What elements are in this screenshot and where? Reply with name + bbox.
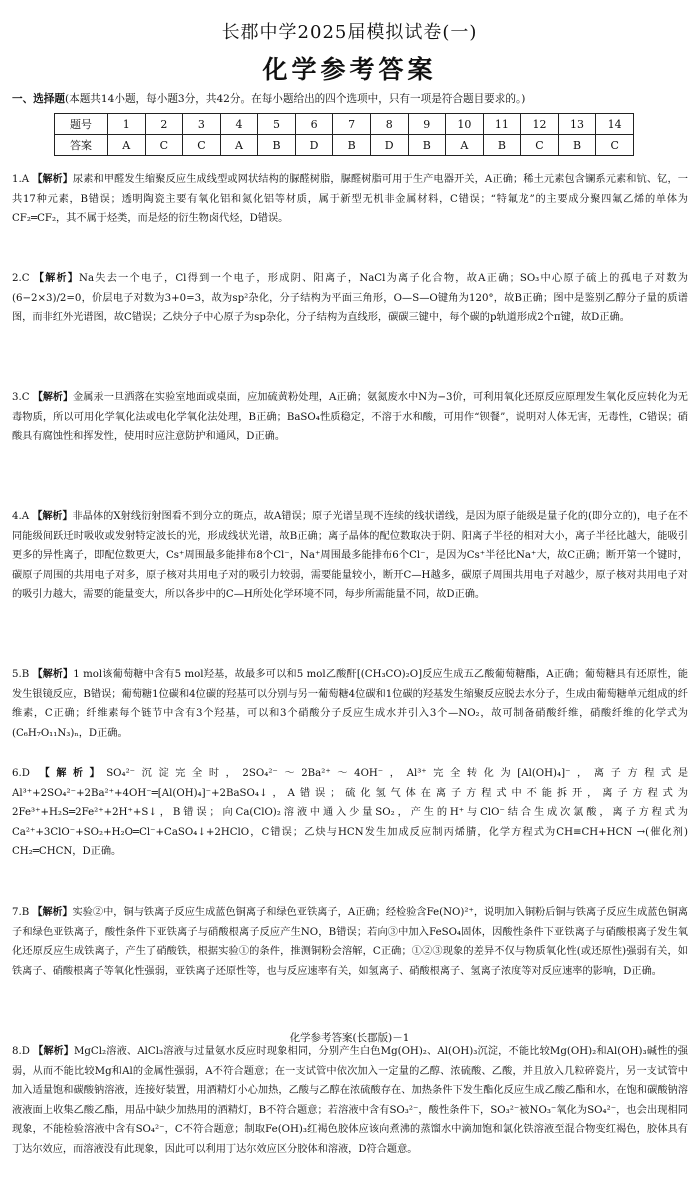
- answer-cell: A: [108, 135, 146, 156]
- analysis-tag: 【解析】: [34, 273, 80, 284]
- item-text: 非晶体的X射线衍射图看不到分立的斑点，故A错误；原子光谱呈现不连续的线状谱线，是因为原子能级是量子化的(即分立的)，电子在不同能级间跃迁时吸收或发射特定波长的光，形成线状光谱，故B正确；离子晶体的配位数取决于阴、阳离子半径的相对大小，离子半径比越大，能吸引更多的异性离子，即配位数更大，Cs⁺周围最多能排布8个Cl⁻，Na⁺周围最多能排布6个Cl⁻，是因为Cs⁺半径比Na⁺大，故C正确；断开第一个键时，碳原子周围的共用电子对多，原子核对共用电子对的吸引力较弱，需要能量较小，断开C—H越多，碳原子周围共用电子对越少，原子核对共用电子对的吸引力越大，需要的能量变大，所以各步中的C—H所处化学环境不同，每步所需能量不同，故D正确。: [12, 511, 688, 601]
- answer-cell: B: [558, 135, 596, 156]
- item-number: 8.D: [12, 1046, 30, 1057]
- analysis-tag: 【解析】: [32, 511, 73, 522]
- answer-cell: B: [408, 135, 446, 156]
- item-text: 1 mol该葡萄糖中含有5 mol羟基，故最多可以和5 mol乙酸酐[(CH₃CO)₂O]反应生成五乙酸葡萄糖酯，A正确；葡萄糖具有还原性，能发生银镜反应，B错误；葡萄糖1位碳和4位碳的羟基可以分别与另一葡萄糖4位碳和1位碳的羟基发生缩聚反应脱去水分子，生成由葡萄糖单元组成的纤维素，C正确；纤维素每个链节中含有3个羟基，可以和3个硝酸分子反应生成水并引入3个—NO₂，故可制备硝酸纤维，硝酸纤维的化学式为(C₆H₇O₁₁N₃)ₙ，D正确。: [12, 669, 688, 739]
- item-text: Na失去一个电子，Cl得到一个电子，形成阴、阳离子，NaCl为离子化合物，故A正确；SO₃中心原子硫上的孤电子对数为(6−2×3)/2=0，价层电子对数为3+0=3，故为sp²杂化，分子结构为平面三角形，O—S—O键角为120°，故B正确；图中是鉴别乙醇分子量的质谱图，而非红外光谱图，故C错误；乙炔分子中心原子为sp杂化，分子结构为直线形，碳碳三键中，每个碳的p轨道形成2个π键，故D正确。: [12, 273, 688, 324]
- answer-cell: C: [145, 135, 183, 156]
- explanation-item: [12, 269, 688, 387]
- analysis-tag: 【解析】: [39, 768, 107, 779]
- item-text: 尿素和甲醛发生缩聚反应生成线型或网状结构的脲醛树脂，脲醛树脂可用于生产电器开关，A正确；稀土元素包含镧系元素和钪、钇，一共17种元素，B错误；透明陶瓷主要有氧化铝和氮化铝等材质，属于新型无机非金属材料，C错误；“特氟龙”的主要成分聚四氟乙烯的单体为CF₂═CF₂，其不属于烃类，而是烃的衍生物卤代烃，D错误。: [12, 174, 688, 225]
- answer-cell: A: [446, 135, 484, 156]
- row-label-number: 题号: [55, 114, 108, 135]
- answer-row: [55, 135, 634, 156]
- question-number: 14: [596, 114, 634, 135]
- answer-cell: B: [333, 135, 371, 156]
- explanation-item: [12, 903, 688, 1041]
- item-number: 2.C: [12, 273, 30, 284]
- question-number: 10: [446, 114, 484, 135]
- item-text: 金属汞一旦洒落在实验室地面或桌面，应加硫黄粉处理，A正确；氨氮废水中N为−3价，可利用氧化还原反应原理发生氧化反应转化为无毒物质，所以可用化学氧化法或电化学氧化法处理，B正确；BaSO₄性质稳定，不溶于水和酸，可用作“钡餐”，说明对人体无害，无毒性，C错误；硝酸具有腐蚀性和挥发性，使用时应注意防护和通风，D正确。: [12, 392, 688, 443]
- section-instruction: (本题共14小题，每小题3分，共42分。在每小题给出的四个选项中，只有一项是符合题目要求的。): [64, 93, 526, 105]
- answer-cell: C: [596, 135, 634, 156]
- explanation-item: [12, 1042, 688, 1199]
- question-number-row: [55, 114, 634, 135]
- page-footer: 化学参考答案(长郡版)－1: [289, 1032, 410, 1044]
- analysis-tag: 【解析】: [33, 1046, 74, 1057]
- section-label: 一、选择题: [12, 93, 65, 105]
- analysis-tag: 【解析】: [32, 907, 73, 918]
- answer-cell: B: [258, 135, 296, 156]
- item-number: 4.A: [12, 511, 30, 522]
- item-number: 3.C: [12, 392, 30, 403]
- explanation-item: [12, 764, 688, 902]
- item-text: 实验②中，铜与铁离子反应生成蓝色铜离子和绿色亚铁离子，A正确；经检验含Fe(NO)²⁺，说明加入铜粉后铜与铁离子反应生成蓝色铜离子和绿色亚铁离子，酸性条件下亚铁离子与硝酸根离子反应产生NO，B错误；若向③中加入FeSO₄固体，因酸性条件下亚铁离子与硝酸根离子发生氧化还原反应生成铁离子，产生了硝酸铁，根据实验①的条件，推测铜粉会溶解，C正确；①②③现象的差异不仅与物质氧化性(或还原性)强弱有关，如铁离子、硝酸根离子等氧化性强弱，亚铁离子还原性等，也与反应速率有关，如氢离子、硝酸根离子、氢离子浓度等对反应速率的影响，D正确。: [12, 907, 688, 977]
- question-number: 6: [295, 114, 333, 135]
- school-exam-title: 长郡中学2025届模拟试卷(一): [221, 22, 478, 43]
- question-number: 1: [108, 114, 146, 135]
- document-title: 化学参考答案: [262, 55, 437, 84]
- answer-cell: C: [521, 135, 559, 156]
- answer-cell: B: [483, 135, 521, 156]
- analysis-tag: 【解析】: [32, 174, 73, 185]
- question-number: 5: [258, 114, 296, 135]
- answer-cell: A: [220, 135, 258, 156]
- explanation-item: [12, 388, 688, 506]
- analysis-tag: 【解析】: [32, 669, 74, 680]
- question-number: 2: [145, 114, 183, 135]
- answer-key-table: [54, 113, 634, 156]
- question-number: 13: [558, 114, 596, 135]
- explanation-item: [12, 665, 688, 763]
- question-number: 9: [408, 114, 446, 135]
- question-number: 12: [521, 114, 559, 135]
- item-number: 1.A: [12, 174, 30, 185]
- explanation-item: [12, 170, 688, 268]
- row-label-answer: 答案: [55, 135, 108, 156]
- item-text: MgCl₂溶液、AlCl₃溶液与过量氨水反应时现象相同，分别产生白色Mg(OH)₂、Al(OH)₃沉淀，不能比较Mg(OH)₂和Al(OH)₃碱性的强弱，从而不能比较Mg和Al的金属性强弱，A不符合题意；在一支试管中依次加入一定量的乙醇、浓硫酸、乙酸，并且放入几粒碎瓷片，另一支试管中加入适量饱和碳酸钠溶液，连接好装置，用酒精灯小心加热，乙酸与乙醇在浓硫酸存在、加热条件下发生酯化反应生成乙酸乙酯和水，在饱和碳酸钠溶液液面上收集乙酸乙酯，用品中缺少加热用的酒精灯，B不符合题意；若溶液中含有SO₃²⁻，酸性条件下，SO₃²⁻被NO₃⁻氧化为SO₄²⁻，也会出现相同现象，不能检验溶液中含有SO₄²⁻，C不符合题意；制取Fe(OH)₃红褐色胶体应该向煮沸的蒸馏水中滴加饱和氯化铁溶液至混合物变红褐色，胶体具有丁达尔效应，而溶液没有此现象，因此可以利用丁达尔效应区分胶体和溶液，D符合题意。: [12, 1046, 688, 1155]
- question-number: 11: [483, 114, 521, 135]
- item-text: SO₄²⁻沉淀完全时，2SO₄²⁻～2Ba²⁺～4OH⁻，Al³⁺完全转化为[Al(OH)₄]⁻，离子方程式是Al³⁺+2SO₄²⁻+2Ba²⁺+4OH⁻═[Al(OH)₄]⁻+2BaSO₄↓，A错误；硫化氢气体在离子方程式中不能拆开，离子方程式为2Fe³⁺+H₂S═2Fe²⁺+2H⁺+S↓，B错误；向Ca(ClO)₂溶液中通入少量SO₂，产生的H⁺与ClO⁻结合生成次氯酸，离子方程式为Ca²⁺+3ClO⁻+SO₂+H₂O═Cl⁻+CaSO₄↓+2HClO，C错误；乙炔与HCN发生加成反应制丙烯腈，化学方程式为CH≡CH+HCN →(催化剂) CH₂═CHCN，D正确。: [12, 768, 688, 858]
- answer-cell: D: [370, 135, 408, 156]
- analysis-tag: 【解析】: [32, 392, 74, 403]
- explanation-item: [12, 507, 688, 664]
- explanation-list: [12, 170, 688, 1200]
- answer-cell: C: [183, 135, 221, 156]
- answer-cell: D: [295, 135, 333, 156]
- item-number: 7.B: [12, 907, 30, 918]
- question-number: 7: [333, 114, 371, 135]
- question-number: 8: [370, 114, 408, 135]
- section-heading: [12, 91, 692, 106]
- question-number: 4: [220, 114, 258, 135]
- item-number: 5.B: [12, 669, 30, 680]
- question-number: 3: [183, 114, 221, 135]
- item-number: 6.D: [12, 768, 30, 779]
